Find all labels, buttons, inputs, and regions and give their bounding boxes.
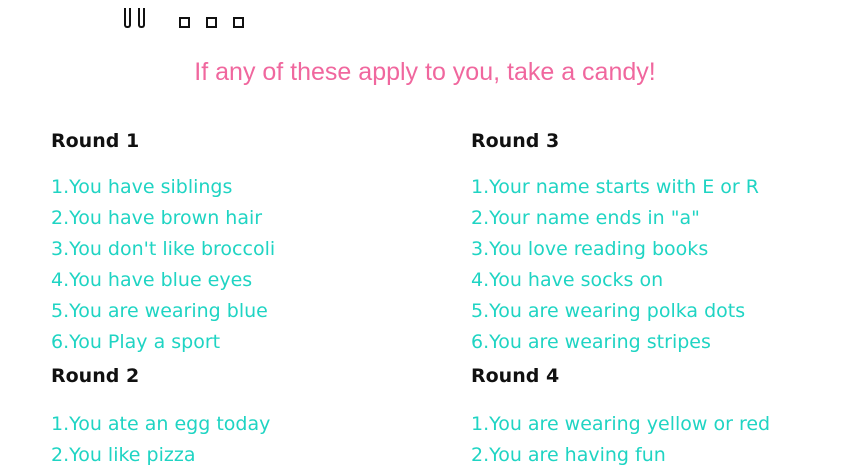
list-item: 1.You have siblings [51,176,233,198]
instruction-text: If any of these apply to you, take a candy! [194,58,656,86]
list-item: 2.You like pizza [51,444,196,466]
round-3-list [471,172,759,358]
list-item: 6.You Play a sport [51,331,221,353]
round-1-heading: Round 1 [51,130,140,152]
list-item: 2.Your name ends in "a" [471,207,700,229]
list-item: 5.You are wearing polka dots [471,300,746,322]
list-item: 1.You ate an egg today [51,413,271,435]
list-item: 1.Your name starts with E or R [471,176,759,198]
round-1-list [51,172,275,358]
round-3-heading: Round 3 [471,130,560,152]
list-item: 3.You don't like broccoli [51,238,276,260]
list-item: 6.You are wearing stripes [471,331,711,353]
list-item: 4.You have socks on [471,269,664,291]
list-item: 1.You are wearing yellow or red [471,413,771,435]
list-item: 5.You are wearing blue [51,300,268,322]
round-4-list [471,409,770,471]
list-item: 4.You have blue eyes [51,269,253,291]
list-item: 2.You have brown hair [51,207,263,229]
round-2-list [51,409,270,471]
list-item: 2.You are having fun [471,444,666,466]
round-4-heading: Round 4 [471,365,560,387]
cropped-title-glyphs [124,0,244,28]
round-2-heading: Round 2 [51,365,140,387]
list-item: 3.You love reading books [471,238,709,260]
